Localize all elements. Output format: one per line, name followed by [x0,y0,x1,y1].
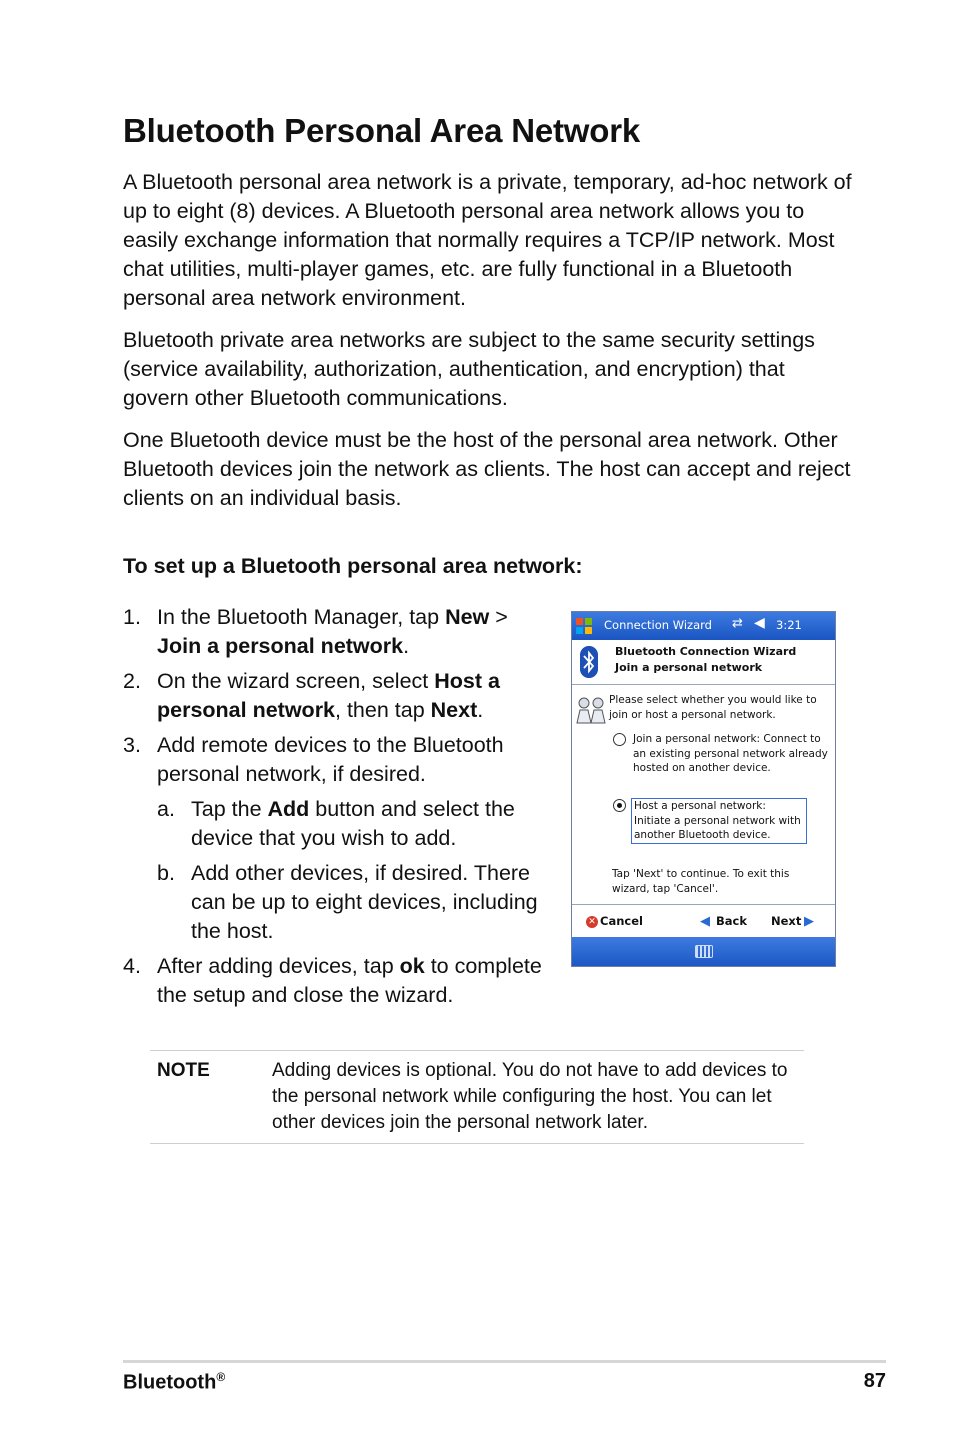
intro-paragraph: A Bluetooth personal area network is a private, temporary, ad-hoc network of up to eight (8) devices. A Bluetooth personal area network allows you to easily exchange information that normally requires a TCP/IP network. Most chat utilities, multi-player games, etc. are fully functional in a Bluetooth personal area network environment. [123,170,852,310]
speaker-icon[interactable]: ◀ [754,615,765,631]
step-3a [157,795,553,853]
device-title-bar [572,612,835,640]
device-window-title: Connection Wizard [604,618,712,632]
step-text: . [477,698,484,722]
step-bold: Host a personal network [157,669,500,722]
host-network-option[interactable]: Host a personal network: Initiate a personal network with another Bluetooth device. [631,798,807,844]
procedure-heading: To set up a Bluetooth personal area network: [123,554,583,578]
step-2 [123,667,553,725]
step-text: In the Bluetooth Manager, tap [157,605,446,629]
device-clock[interactable]: 3:21 [776,618,802,632]
substeps [157,795,553,946]
substep-letter: a. [157,797,175,821]
security-paragraph: Bluetooth private area networks are subject to the same security settings (service availability, authorization, authentication, and encryption) that govern other Bluetooth communications. [123,328,815,410]
wizard-body [572,685,835,905]
step-1 [123,603,553,661]
back-arrow-icon[interactable]: ◀ [700,914,710,929]
step-bold: Next [430,698,478,722]
peers-icon [574,693,608,727]
step-number: 4. [123,954,141,978]
substep-letter: b. [157,861,175,885]
device-menu-bar [572,937,835,967]
wizard-intro: Please select whether you would like to join or host a personal network. [609,694,817,721]
registered-mark: ® [216,1370,226,1384]
step-text: , then tap [335,698,431,722]
page-title: Bluetooth Personal Area Network [123,112,641,149]
page-number: 87 [863,1370,886,1392]
step-text: . [403,634,410,658]
host-paragraph: One Bluetooth device must be the host of the personal area network. Other Bluetooth devices join the network as clients. The host can accept and reject clients on an individual basis. [123,428,851,510]
step-text: button and select the device that you wish to add. [191,797,515,850]
windows-start-icon[interactable] [575,617,593,635]
step-3 [123,731,553,946]
step-bold: Join a personal network [157,634,404,658]
cancel-icon[interactable]: ✕ [586,916,598,928]
step-text: Add remote devices to the Bluetooth personal network, if desired. [157,733,504,786]
footer-section-name: Bluetooth [123,1371,217,1394]
next-button[interactable]: Next [771,914,802,928]
network-icon[interactable]: ⇄ [732,616,743,631]
host-network-radio[interactable] [613,799,626,812]
step-text: After adding devices, tap [157,954,400,978]
note-text: Adding devices is optional. You do not have to add devices to the personal network while configuring the host. You can let other devices join the personal network later. [272,1060,788,1133]
step-text: Tap the [191,797,268,821]
cancel-button[interactable]: Cancel [600,914,643,928]
note-label: NOTE [157,1060,210,1081]
keyboard-icon[interactable] [695,945,713,958]
step-4 [123,952,553,1010]
procedure-steps [123,603,553,1016]
step-3b [157,859,553,946]
wizard-name: Bluetooth Connection Wizard [615,645,797,658]
wizard-instruction: Tap 'Next' to continue. To exit this wizard, tap 'Cancel'. [612,868,790,895]
back-button[interactable]: Back [716,914,747,928]
step-text: Add other devices, if desired. There can be up to eight devices, including the host. [191,861,538,943]
wizard-header [572,640,835,685]
device-screenshot [571,611,836,967]
step-number: 2. [123,669,141,693]
join-network-radio[interactable] [613,733,626,746]
next-arrow-icon[interactable]: ▶ [804,914,814,929]
footer-section [123,1370,225,1395]
wizard-subtitle: Join a personal network [615,661,763,674]
bluetooth-icon [580,646,598,678]
step-text: to complete the setup and close the wizard. [157,954,542,1007]
footer-divider [123,1360,886,1363]
step-bold: ok [399,954,425,978]
step-number: 1. [123,605,141,629]
step-number: 3. [123,733,141,757]
note-box [150,1050,804,1144]
join-network-option[interactable]: Join a personal network: Connect to an existing personal network already hosted on another device. [633,733,828,774]
step-bold: Add [267,797,310,821]
step-bold: New [445,605,490,629]
step-text: > [489,605,508,629]
step-text: On the wizard screen, select [157,669,435,693]
wizard-nav-bar [572,904,835,938]
